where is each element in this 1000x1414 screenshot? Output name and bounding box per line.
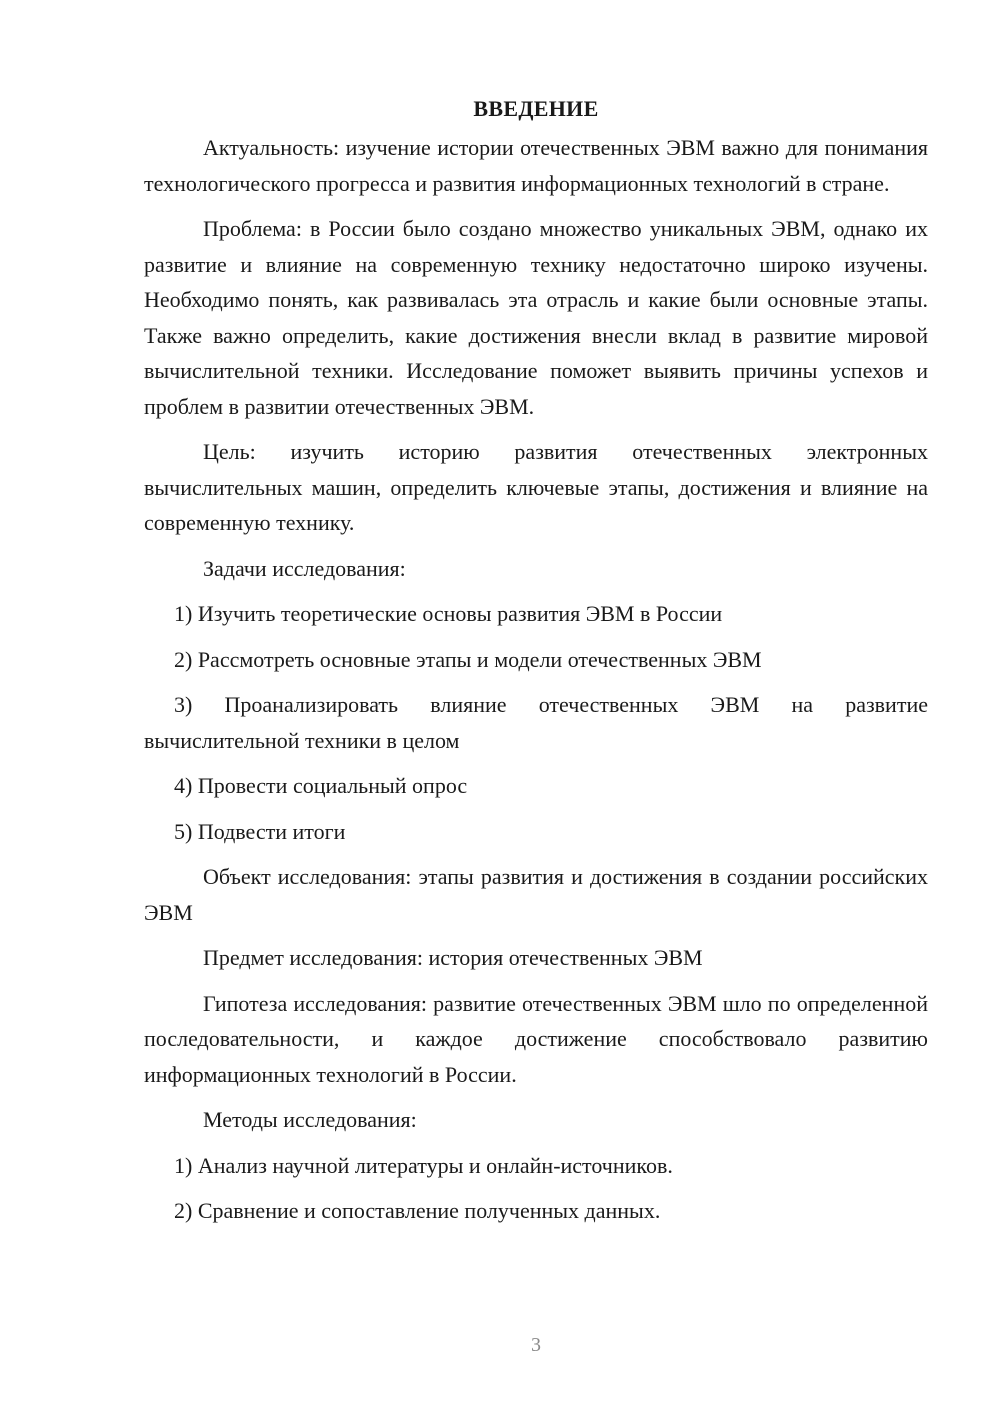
subject-paragraph: Предмет исследования: история отечественных ЭВМ xyxy=(203,945,703,970)
section-title: ВВЕДЕНИЕ xyxy=(473,96,599,121)
task-item-1: 1) Изучить теоретические основы развития ЭВМ в России xyxy=(174,601,723,626)
methods-heading: Методы исследования: xyxy=(203,1107,417,1132)
object-paragraph: Объект исследования: этапы развития и достижения в создании российских ЭВМ xyxy=(144,864,928,925)
hypothesis-paragraph: Гипотеза исследования: развитие отечественных ЭВМ шло по определенной последовательности, и каждое достижение способствовало развитию информационных технологий в России. xyxy=(144,990,928,1087)
page-content xyxy=(144,92,928,1229)
goal-paragraph: Цель: изучить историю развития отечественных электронных вычислительных машин, определить ключевые этапы, достижения и влияние на современную технику. xyxy=(144,439,928,535)
tasks-heading: Задачи исследования: xyxy=(203,555,406,581)
problem-paragraph: Проблема: в России было создано множество уникальных ЭВМ, однако их развитие и влияние на современную технику недостаточно широко изучены. Необходимо понять, как развивалась эта отрасль и какие были основные этапы. Также важно определить, какие достижения внесли вклад в развитие мировой вычислительной техники. Исследование поможет выявить причины успехов и проблем в развитии отечественных ЭВМ. xyxy=(144,216,928,419)
method-item-2: 2) Сравнение и сопоставление полученных данных. xyxy=(174,1198,661,1223)
task-item-5: 5) Подвести итоги xyxy=(174,818,346,844)
task-item-3: 3) Проанализировать влияние отечественных ЭВМ на развитие вычислительной техники в целом xyxy=(144,692,928,753)
method-item-1: 1) Анализ научной литературы и онлайн-источников. xyxy=(174,1152,673,1178)
relevance-paragraph: Актуальность: изучение истории отечественных ЭВМ важно для понимания технологического прогресса и развития информационных технологий в стране. xyxy=(144,135,928,196)
task-item-4: 4) Провести социальный опрос xyxy=(174,773,468,798)
page-number: 3 xyxy=(531,1334,541,1356)
task-item-2: 2) Рассмотреть основные этапы и модели отечественных ЭВМ xyxy=(174,646,762,672)
